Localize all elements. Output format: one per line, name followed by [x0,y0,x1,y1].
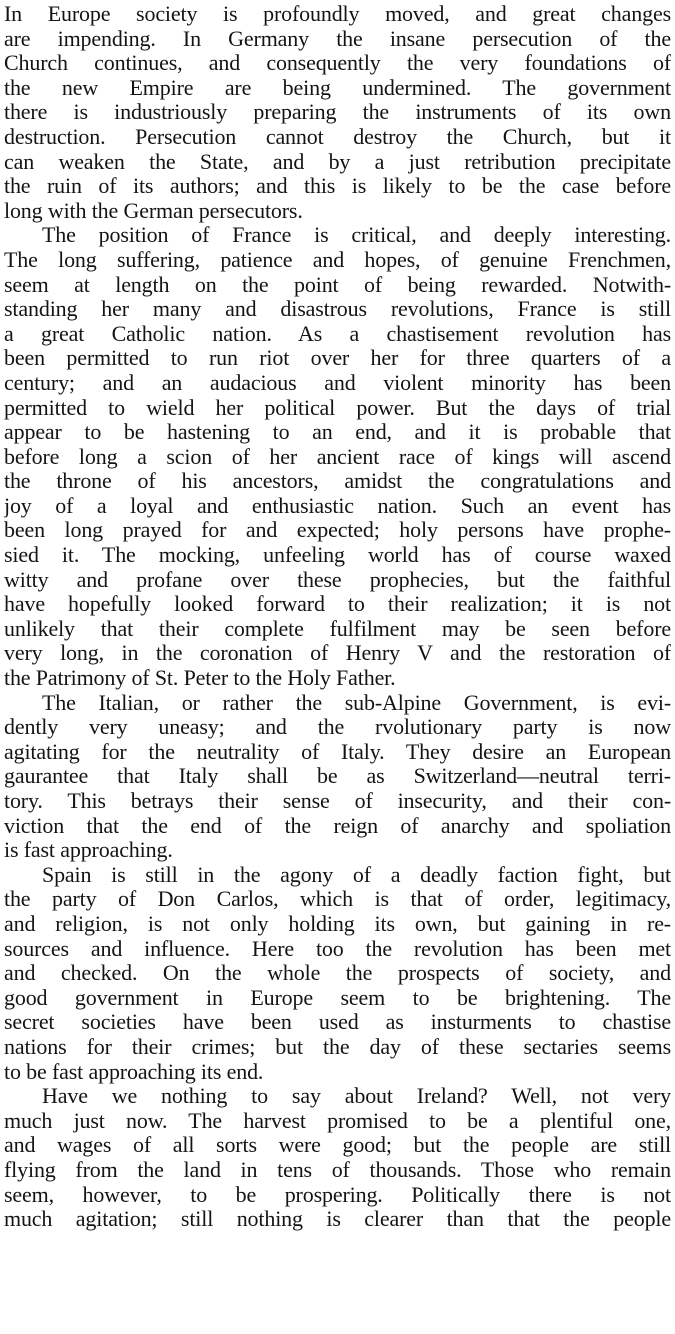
text-line: The position of France is critical, and deeply interesting. [42,222,671,248]
text-line: are impending. In Germany the insane persecution of the [4,25,671,51]
text-line: the ruin of its authors; and this is likely to be the case before [4,173,671,199]
text-line: Have we nothing to say about Ireland? Well, not very [42,1083,671,1109]
text-line: good government in Europe seem to be brightening. The [4,984,671,1010]
text-line: and religion, is not only holding its own, but gaining in re- [4,910,671,936]
text-line: tory. This betrays their sense of insecurity, and their con- [4,788,671,813]
text-line: long with the German persecutors. [4,197,303,223]
document-page [4,2,671,1332]
text-line: been permitted to run riot over her for three quarters of a [4,345,671,371]
text-line: the Patrimony of St. Peter to the Holy Father. [4,665,396,691]
text-line: and checked. On the whole the prospects of society, and [4,960,671,986]
text-line: century; and an audacious and violent minority has been [4,369,671,395]
text-line: very long, in the coronation of Henry V and the restoration of [4,640,671,666]
text-line: the throne of his ancestors, amidst the congratulations and [4,468,671,494]
text-line: permitted to wield her political power. But the days of trial [4,394,671,420]
text-line: secret societies have been used as insturments to chastise [4,1009,671,1035]
text-line: is fast approaching. [4,837,173,863]
text-line: destruction. Persecution cannot destroy the Church, but it [4,123,671,149]
paragraph-italy [4,691,671,863]
text-line: gaurantee that Italy shall be as Switzerland—neutral terri- [4,763,671,789]
text-line: agitating for the neutrality of Italy. They desire an European [4,738,671,764]
text-line: witty and profane over these prophecies, but the faithful [4,566,671,592]
text-line: The Italian, or rather the sub-Alpine Government, is evi- [42,689,671,715]
text-line: seem at length on the point of being rewarded. Notwith- [4,271,671,297]
text-line: unlikely that their complete fulfilment may be seen before [4,615,671,641]
text-line: been long prayed for and expected; holy persons have prophe- [4,517,671,543]
text-line: much agitation; still nothing is clearer than that the people [4,1206,671,1232]
text-line: can weaken the State, and by a just retribution precipitate [4,148,671,174]
paragraph-europe-germany [4,2,671,223]
text-line: Spain is still in the agony of a deadly faction fight, but [42,861,671,887]
text-line: a great Catholic nation. As a chastisement revolution has [4,320,671,346]
text-line: the party of Don Carlos, which is that of order, legitimacy, [4,886,671,912]
text-line: seem, however, to be prospering. Politically there is not [4,1181,671,1207]
paragraph-ireland [4,1084,671,1232]
text-line: have hopefully looked forward to their realization; it is not [4,591,671,617]
text-line: the new Empire are being undermined. The government [4,74,671,100]
text-line: nations for their crimes; but the day of these sectaries seems [4,1033,671,1059]
text-line: joy of a loyal and enthusiastic nation. Such an event has [4,492,671,518]
text-line: to be fast approaching its end. [4,1058,264,1084]
text-line: viction that the end of the reign of anarchy and spoliation [4,812,671,838]
text-line: sources and influence. Here too the revolution has been met [4,935,671,961]
text-line: standing her many and disastrous revolutions, France is still [4,296,671,322]
text-line: In Europe society is profoundly moved, and great changes [4,2,671,26]
text-line: Church continues, and consequently the very foundations of [4,50,671,76]
text-line: dently very uneasy; and the rvolutionary party is now [4,714,671,740]
text-line: there is industriously preparing the instruments of its own [4,99,671,125]
paragraph-spain [4,863,671,1084]
text-line: before long a scion of her ancient race of kings will ascend [4,443,671,469]
text-line: The long suffering, patience and hopes, of genuine Frenchmen, [4,246,671,272]
text-line: and wages of all sorts were good; but the people are still [4,1132,671,1158]
text-line: sied it. The mocking, unfeeling world has of course waxed [4,542,671,568]
paragraph-france [4,223,671,690]
text-line: flying from the land in tens of thousands. Those who remain [4,1156,671,1182]
text-line: much just now. The harvest promised to be a plentiful one, [4,1107,671,1133]
text-line: appear to be hastening to an end, and it is probable that [4,419,671,445]
